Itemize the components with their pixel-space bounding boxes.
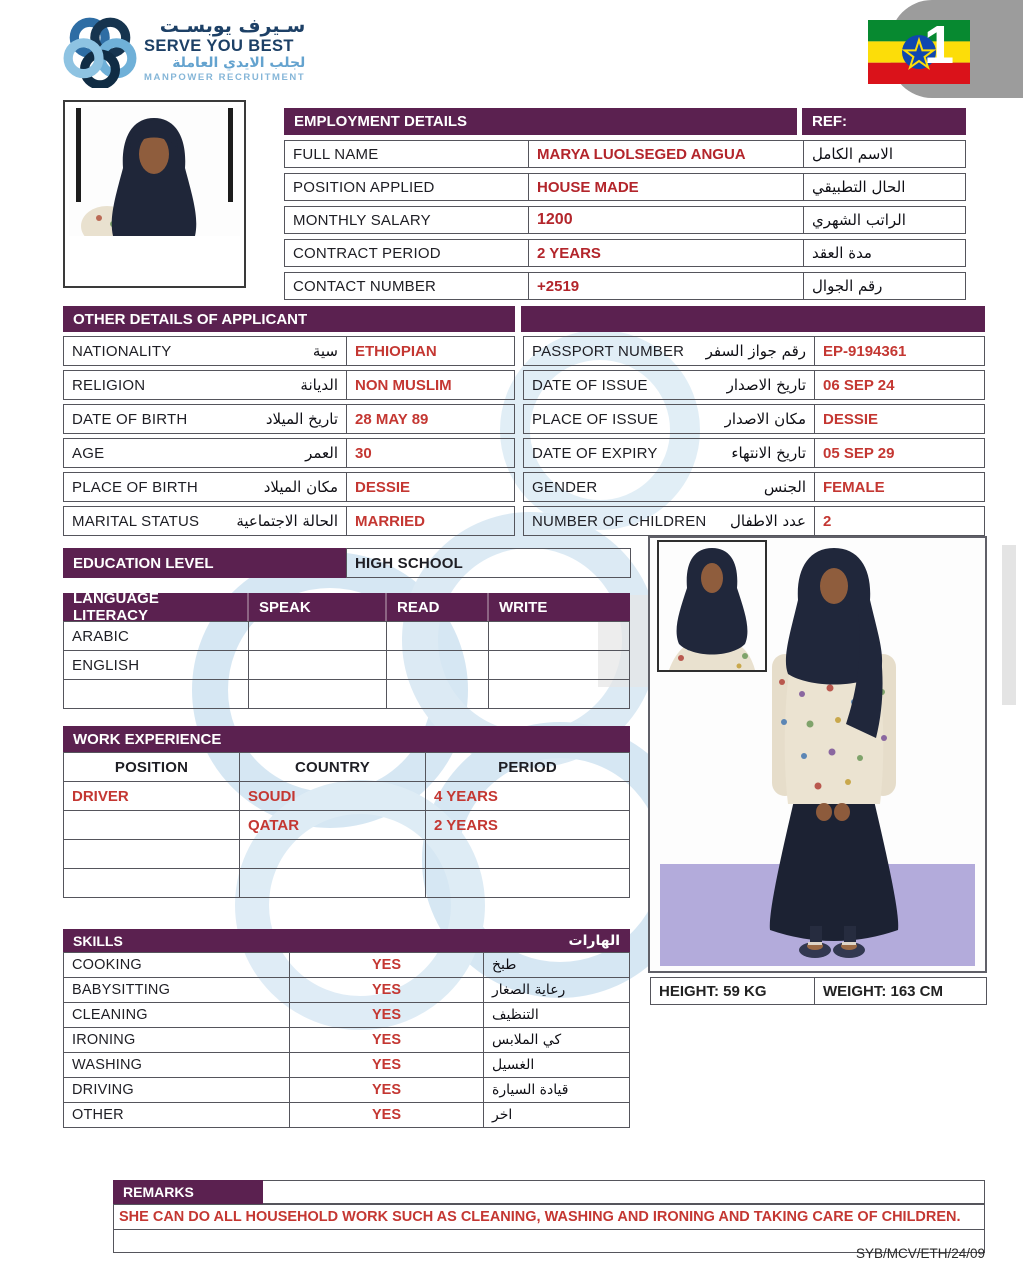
row-place-of-birth: PLACE OF BIRTH مكان الميلاد DESSIE [63,472,515,502]
skills-section [63,929,630,1128]
row-nationality: NATIONALITY سية ETHIOPIAN [63,336,515,366]
work-row-2: QATAR 2 YEARS [63,810,630,840]
education-section [63,548,631,578]
agency-name-arabic: سـيرف يوبسـت [159,14,306,37]
remarks-header-spacer [263,1180,985,1204]
agency-tagline-arabic: لجلب الايدي العاملة [172,54,306,71]
ref-label: REF: [812,113,847,130]
employment-details-title: EMPLOYMENT DETAILS [294,113,468,130]
english-speak-cell [248,651,386,679]
row-number-of-children: NUMBER OF CHILDREN عدد الاطفال 2 [523,506,985,536]
skill-row-driving: DRIVING YES قيادة السيارة [63,1077,630,1103]
remarks-header: REMARKS [113,1180,263,1204]
skills-header: SKILLS الهارات [63,929,630,952]
arabic-read-cell [386,622,488,650]
headshot-photo [657,540,767,672]
other-details-header [63,306,515,332]
other-details-left-column [63,332,515,536]
read-header: READ [385,593,487,621]
employment-row-salary: MONTHLY SALARY 1200 الراتب الشهري [284,206,966,234]
agency-tagline: MANPOWER RECRUITMENT [144,72,306,84]
page-number-badge: 1 [924,15,955,75]
row-date-of-expiry: DATE OF EXPIRY تاريخ الانتهاء 05 SEP 29 [523,438,985,468]
row-place-of-issue: PLACE OF ISSUE مكان الاصدار DESSIE [523,404,985,434]
language-row-empty [63,679,630,709]
employment-row-position: POSITION APPLIED HOUSE MADE الحال التطبيقي [284,173,966,201]
weight-value: WEIGHT: 163 CM [814,978,986,1004]
row-date-of-issue: DATE OF ISSUE تاريخ الاصدار 06 SEP 24 [523,370,985,400]
ethiopia-flag-icon [868,20,970,84]
employment-details-header [284,108,797,135]
skill-row-cooking: COOKING YES طبخ [63,952,630,978]
arabic-speak-cell [248,622,386,650]
speak-header: SPEAK [247,593,385,621]
skill-row-washing: WASHING YES الغسيل [63,1052,630,1078]
language-literacy-header-row [63,590,630,624]
ref-header-cell [802,108,966,135]
skill-row-babysitting: BABYSITTING YES رعاية الصغار [63,977,630,1003]
other-details-right-column [523,332,985,536]
work-experience-header: WORK EXPERIENCE [63,726,630,752]
physical-measurements-row [650,977,987,1005]
remarks-empty-row [113,1229,985,1253]
work-row-3 [63,839,630,869]
other-details-section [63,306,985,536]
row-passport-number: PASSPORT NUMBER رقم جواز السفر EP-9194361 [523,336,985,366]
document-ref-code: SYB/MCV/ETH/24/09 [855,1246,985,1261]
employment-row-full-name: FULL NAME MARYA LUOLSEGED ANGUA الاسم الكامل [284,140,966,168]
employment-details-section [284,108,966,300]
applicant-id-photo [63,100,246,288]
full-body-photo-panel [648,536,987,973]
language-literacy-section [63,590,630,709]
work-experience-section [63,726,630,898]
employment-row-contact: CONTACT NUMBER +2519 رقم الجوال [284,272,966,300]
education-level-value-cell: HIGH SCHOOL [346,548,631,578]
work-row-1: DRIVER SOUDI 4 YEARS [63,781,630,811]
row-gender: GENDER الجنس FEMALE [523,472,985,502]
arabic-write-cell [488,622,629,650]
row-date-of-birth: DATE OF BIRTH تاريخ الميلاد 28 MAY 89 [63,404,515,434]
work-row-4 [63,868,630,898]
remarks-section [113,1180,985,1253]
language-header: LANGUAGE LITERACY [63,593,247,621]
language-row-arabic: ARABIC [63,621,630,651]
work-experience-column-headers: POSITION COUNTRY PERIOD [63,752,630,782]
agency-logo [62,12,305,88]
row-age: AGE العمر 30 [63,438,515,468]
remarks-text-row: SHE CAN DO ALL HOUSEHOLD WORK SUCH AS CLEANING, WASHING AND IRONING AND TAKING CARE OF CHILDREN. [113,1204,985,1230]
skill-row-ironing: IRONING YES كي الملابس [63,1027,630,1053]
height-value: HEIGHT: 59 KG [659,982,767,1000]
education-level-header: EDUCATION LEVEL [63,548,346,578]
employment-row-contract: CONTRACT PERIOD 2 YEARS مدة العقد [284,239,966,267]
skill-row-other: OTHER YES اخر [63,1102,630,1128]
english-read-cell [386,651,488,679]
skill-row-cleaning: CLEANING YES التنظيف [63,1002,630,1028]
write-header: WRITE [487,593,630,621]
agency-name: SERVE YOU BEST [144,37,294,56]
knot-logo-icon [62,12,138,88]
row-religion: RELIGION الديانة NON MUSLIM [63,370,515,400]
english-write-cell [488,651,629,679]
row-marital-status: MARITAL STATUS الحالة الاجتماعية MARRIED [63,506,515,536]
language-row-english: ENGLISH [63,650,630,680]
other-details-title: OTHER DETAILS OF APPLICANT [73,310,308,328]
other-details-header-right [521,306,985,332]
